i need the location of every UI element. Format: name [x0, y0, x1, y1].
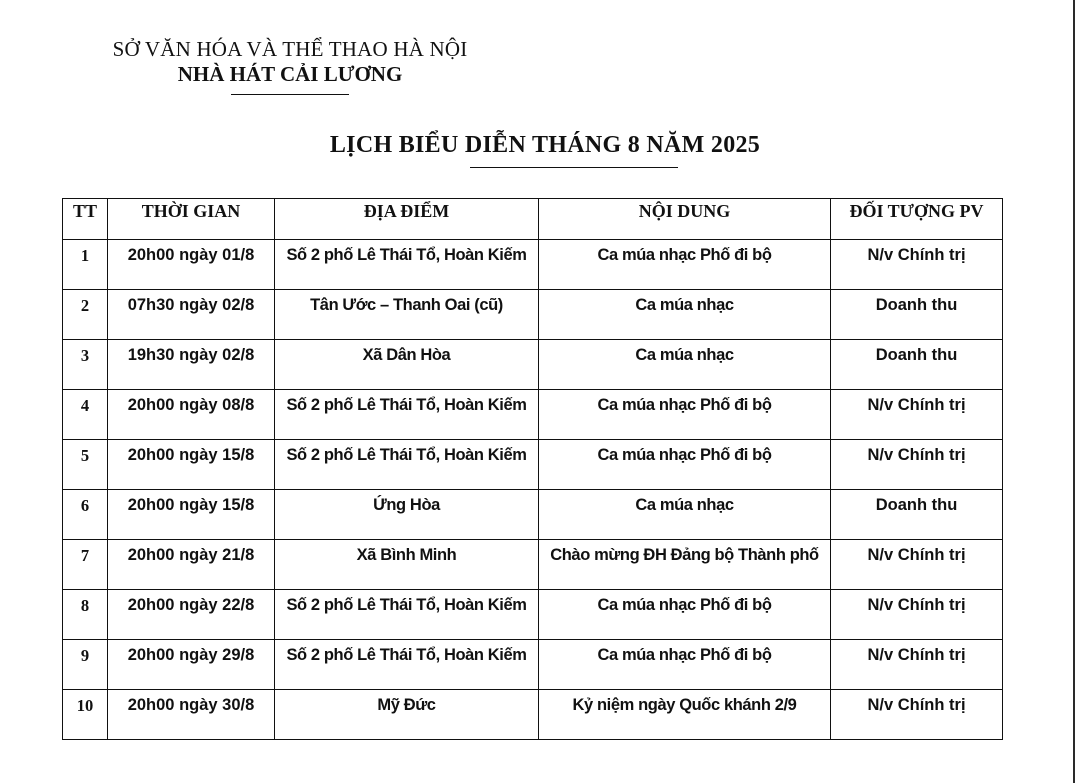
- performance-time: 20h00 ngày 21/8: [108, 540, 275, 590]
- performance-location: Số 2 phố Lê Thái Tổ, Hoàn Kiếm: [275, 390, 539, 440]
- column-header-content: NỘI DUNG: [539, 199, 831, 240]
- audience-target: N/v Chính trị: [831, 640, 1003, 690]
- performance-content: Chào mừng ĐH Đảng bộ Thành phố: [539, 540, 831, 590]
- department-name: SỞ VĂN HÓA VÀ THỂ THAO HÀ NỘI: [112, 37, 468, 61]
- header-underline: [231, 94, 349, 95]
- column-header-place: ĐỊA ĐIỂM: [275, 199, 539, 240]
- table-row: [63, 640, 1003, 690]
- performance-location: Số 2 phố Lê Thái Tổ, Hoàn Kiếm: [275, 440, 539, 490]
- title-underline: [470, 167, 678, 168]
- audience-target: Doanh thu: [831, 490, 1003, 540]
- performance-location: Số 2 phố Lê Thái Tổ, Hoàn Kiếm: [275, 640, 539, 690]
- row-number: 2: [63, 290, 108, 340]
- performance-content: Ca múa nhạc: [539, 490, 831, 540]
- performance-time: 20h00 ngày 22/8: [108, 590, 275, 640]
- table-row: [63, 290, 1003, 340]
- document-title: LỊCH BIỂU DIỄN THÁNG 8 NĂM 2025: [329, 132, 761, 158]
- row-number: 4: [63, 390, 108, 440]
- table-row: [63, 690, 1003, 740]
- performance-location: Số 2 phố Lê Thái Tổ, Hoàn Kiếm: [275, 590, 539, 640]
- performance-content: Ca múa nhạc Phố đi bộ: [539, 240, 831, 290]
- column-header-time: THỜI GIAN: [108, 199, 275, 240]
- audience-target: N/v Chính trị: [831, 440, 1003, 490]
- row-number: 9: [63, 640, 108, 690]
- audience-target: N/v Chính trị: [831, 240, 1003, 290]
- performance-time: 20h00 ngày 30/8: [108, 690, 275, 740]
- row-number: 10: [63, 690, 108, 740]
- row-number: 7: [63, 540, 108, 590]
- table-header-row: [63, 199, 1003, 240]
- performance-content: Ca múa nhạc Phố đi bộ: [539, 390, 831, 440]
- performance-time: 07h30 ngày 02/8: [108, 290, 275, 340]
- audience-target: N/v Chính trị: [831, 590, 1003, 640]
- column-header-target: ĐỐI TƯỢNG PV: [831, 199, 1003, 240]
- row-number: 5: [63, 440, 108, 490]
- performance-location: Xã Dân Hòa: [275, 340, 539, 390]
- table-row: [63, 440, 1003, 490]
- audience-target: N/v Chính trị: [831, 390, 1003, 440]
- performance-content: Ca múa nhạc: [539, 290, 831, 340]
- performance-location: Mỹ Đức: [275, 690, 539, 740]
- organization-header: [80, 36, 500, 95]
- performance-time: 20h00 ngày 01/8: [108, 240, 275, 290]
- audience-target: N/v Chính trị: [831, 540, 1003, 590]
- performance-time: 20h00 ngày 29/8: [108, 640, 275, 690]
- performance-time: 19h30 ngày 02/8: [108, 340, 275, 390]
- page-edge-line: [1073, 0, 1075, 783]
- performance-schedule-table: [62, 198, 1003, 740]
- row-number: 6: [63, 490, 108, 540]
- performance-content: Ca múa nhạc Phố đi bộ: [539, 640, 831, 690]
- table-row: [63, 490, 1003, 540]
- performance-content: Ca múa nhạc Phố đi bộ: [539, 590, 831, 640]
- row-number: 3: [63, 340, 108, 390]
- performance-location: Ứng Hòa: [275, 490, 539, 540]
- performance-content: Ca múa nhạc Phố đi bộ: [539, 440, 831, 490]
- audience-target: Doanh thu: [831, 340, 1003, 390]
- performance-location: Số 2 phố Lê Thái Tổ, Hoàn Kiếm: [275, 240, 539, 290]
- performance-location: Tân Ước – Thanh Oai (cũ): [275, 290, 539, 340]
- performance-time: 20h00 ngày 15/8: [108, 440, 275, 490]
- audience-target: Doanh thu: [831, 290, 1003, 340]
- performance-content: Kỷ niệm ngày Quốc khánh 2/9: [539, 690, 831, 740]
- performance-time: 20h00 ngày 08/8: [108, 390, 275, 440]
- row-number: 1: [63, 240, 108, 290]
- table-row: [63, 390, 1003, 440]
- table-row: [63, 590, 1003, 640]
- performance-location: Xã Bình Minh: [275, 540, 539, 590]
- table-row: [63, 540, 1003, 590]
- performance-time: 20h00 ngày 15/8: [108, 490, 275, 540]
- performance-content: Ca múa nhạc: [539, 340, 831, 390]
- theater-name: NHÀ HÁT CẢI LƯƠNG: [177, 62, 403, 86]
- table-row: [63, 240, 1003, 290]
- audience-target: N/v Chính trị: [831, 690, 1003, 740]
- table-row: [63, 340, 1003, 390]
- row-number: 8: [63, 590, 108, 640]
- column-header-tt: TT: [63, 199, 108, 240]
